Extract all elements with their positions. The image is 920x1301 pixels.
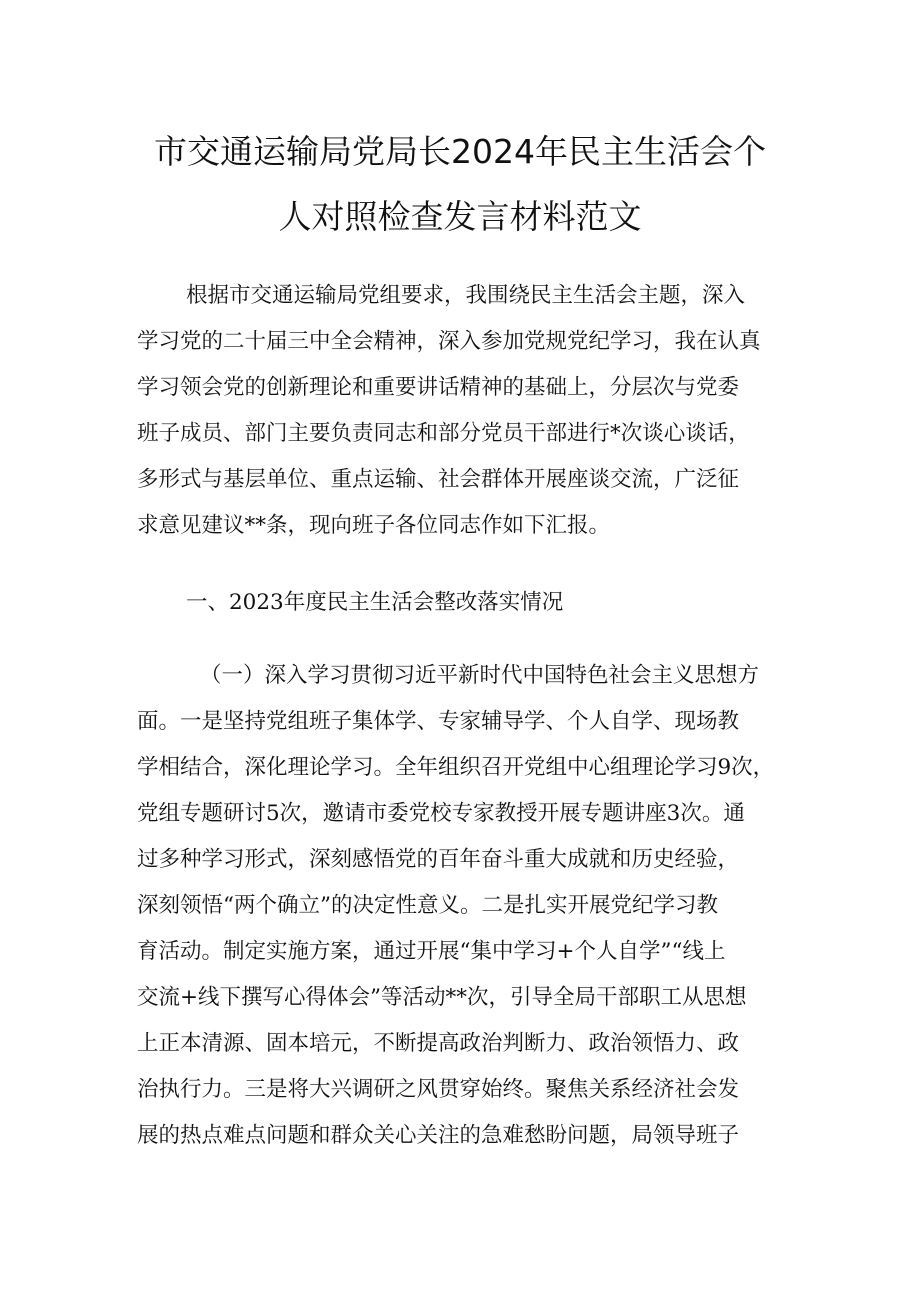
intro-line: 班子成员、部门主要负责同志和部分党员干部进行*次谈心谈话， <box>137 421 750 446</box>
subsection-line: 展的热点难点问题和群众关心关注的急难愁盼问题，局领导班子 <box>137 1123 740 1148</box>
subsection-line: 面。一是坚持党组班子集体学、专家辅导学、个人自学、现场教 <box>137 709 740 734</box>
intro-line: 求意见建议**条，现向班子各位同志作如下汇报。 <box>137 513 611 538</box>
subsection-line: 党组专题研讨5次，邀请市委党校专家教授开展专题讲座3次。通 <box>137 801 745 826</box>
subsection-line: 治执行力。三是将大兴调研之风贯穿始终。聚焦关系经济社会发 <box>137 1077 740 1102</box>
intro-line: 多形式与基层单位、重点运输、社会群体开展座谈交流，广泛征 <box>137 467 740 492</box>
intro-line: 学习党的二十届三中全会精神，深入参加党规党纪学习，我在认真 <box>137 329 761 354</box>
intro-line: 根据市交通运输局党组要求，我围绕民主生活会主题，深入 <box>186 283 746 308</box>
subsection-line: 过多种学习形式，深刻感悟党的百年奋斗重大成就和历史经验， <box>137 847 740 872</box>
subsection-line: 交流+线下撰写心得体会”等活动**次，引导全局干部职工从思想 <box>137 985 747 1010</box>
section-heading: 一、2023年度民主生活会整改落实情况 <box>186 590 564 615</box>
document-title-line-1: 市交通运输局党局长2024年民主生活会个 <box>154 132 766 171</box>
subsection-line: 学相结合，深化理论学习。全年组织召开党组中心组理论学习9次， <box>137 755 775 780</box>
subsection-line: 育活动。制定实施方案，通过开展“集中学习+个人自学”“线上 <box>137 939 726 964</box>
subsection-line: （一）深入学习贯彻习近平新时代中国特色社会主义思想方 <box>200 663 760 688</box>
subsection-line: 深刻领悟“两个确立”的决定性意义。二是扎实开展党纪学习教 <box>137 893 718 918</box>
intro-line: 学习领会党的创新理论和重要讲话精神的基础上，分层次与党委 <box>137 375 740 400</box>
document-title-line-2: 人对照检查发言材料范文 <box>278 197 642 236</box>
subsection-line: 上正本清源、固本培元，不断提高政治判断力、政治领悟力、政 <box>137 1031 740 1056</box>
